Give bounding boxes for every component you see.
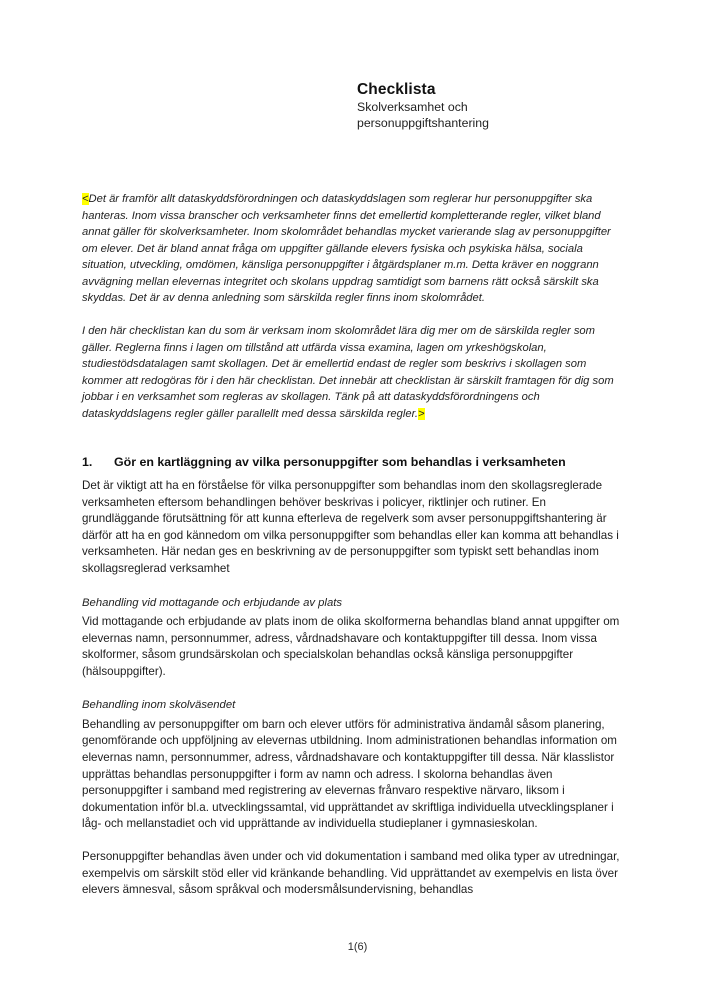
document-subtitle-line-2: personuppgiftshantering <box>357 115 489 130</box>
page-footer <box>0 941 707 953</box>
subsection-2-heading: Behandling inom skolväsendet <box>82 699 236 712</box>
section-1-number: 1. <box>82 454 93 469</box>
highlight-open-marker: < <box>82 193 89 205</box>
section-1-heading-text: Gör en kartläggning av vilka personuppgifter som behandlas i verksamheten <box>114 454 566 469</box>
subsection-2-paragraph-2: Personuppgifter behandlas även under och vid dokumentation i samband med olika typer av utredningar, exempelvis om särskilt stöd eller vid kränkande behandling. Vid upprättandet av exempelvis en lista över elevers ämnesval, såsom språkval och modersmålsundervisning, behandlas <box>82 849 620 897</box>
document-subtitle-line-1: Skolverksamhet och <box>357 100 468 114</box>
page-number: 1(6) <box>347 941 368 953</box>
subsection-1-heading: Behandling vid mottagande och erbjudande av plats <box>82 596 343 609</box>
document-header <box>357 80 657 131</box>
document-body <box>82 191 623 899</box>
intro-paragraph-2 <box>82 323 623 422</box>
intro-paragraph-1 <box>82 191 623 307</box>
subsection-2-paragraph-1: Behandling av personuppgifter om barn och elever utförs för administrativa ändamål såsom planering, genomförande och uppföljning av elevernas utbildning. Inom administrationen behandlas information om elevernas namn, personnummer, adress, vårdnadshavare och kontaktuppgifter till dessa. När klasslistor upprättas behandlas personuppgifter i form av namn och adress. I skolorna behandlas även personuppgifter i samband med registrering av elevernas frånvaro respektive närvaro, liksom i dokumentation inför bl.a. utvecklingssamtal, vid upprättandet av skriftliga individuella utvecklingsplaner i låg- och mellanstadiet och vid upprättande av individuella studieplaner i gymnasieskolan. <box>82 717 617 831</box>
intro-paragraph-1-text: Det är framför allt dataskyddsförordningen och dataskyddslagen som reglerar hur personuppgifter ska hanteras. Inom vissa branscher och verksamheter finns det emellertid kompletterande regler, vilket bland annat gäller för skolverksamheter. Inom skolområdet behandlas mycket varierande slag av personuppgifter om elever. Det är bland annat fråga om uppgifter gällande elevers fysiska och psykiska hälsa, sociala situation, utveckling, omdömen, känsliga personuppgifter i åtgärdsplaner m.m. Detta kräver en noggrann avvägning mellan elevernas integritet och skolans uppdrag samtidigt som barnens rätt också särskilt ska skyddas. Det är av denna anledning som särskilda regler finns inom skolområdet. <box>82 193 611 305</box>
intro-paragraph-2-text: I den här checklistan kan du som är verksam inom skolområdet lära dig mer om de särskilda regler som gäller. Reglerna finns i lagen om tillstånd att utfärda vissa examina, lagen om yrkeshögskolan, studiestödsdatalagen samt skollagen. Det är emellertid endast de regler som beskrivs i skollagen som kommer att redogöras för i den här checklistan. Det innebär att checklistan är särskilt framtagen för dig som jobbar i en verksamhet som regleras av skollagen. Tänk på att dataskyddsförordningens och dataskyddslagens regler gäller parallellt med dessa särskilda regler. <box>82 325 614 420</box>
subsection-1-paragraph-1: Vid mottagande och erbjudande av plats inom de olika skolformerna behandlas bland annat uppgifter om elevernas namn, personnummer, adress, vårdnadshavare och kontaktuppgifter till dessa. Inom vissa skolformer, såsom grundsärskolan och specialskolan behandlas också känsliga personuppgifter (hälsouppgifter). <box>82 614 620 678</box>
page-title: Checklista <box>357 81 436 98</box>
highlight-close-marker: > <box>418 407 425 420</box>
section-1-heading <box>82 454 623 471</box>
section-1-intro-paragraph: Det är viktigt att ha en förståelse för vilka personuppgifter som behandlas inom den skollagsreglerade verksamheten eftersom behandlingen behöver beskrivas i policyer, riktlinjer och rutiner. En grundläggande förutsättning för att kunna efterleva de regelverk som avser personuppgiftshantering är därför att ha en god kännedom om vilka personuppgifter som behandlas eller kan komma att behandlas i verksamheten. Här nedan ges en beskrivning av de personuppgifter som typiskt sett behandlas inom skollagsreglerad verksamhet <box>82 479 619 575</box>
